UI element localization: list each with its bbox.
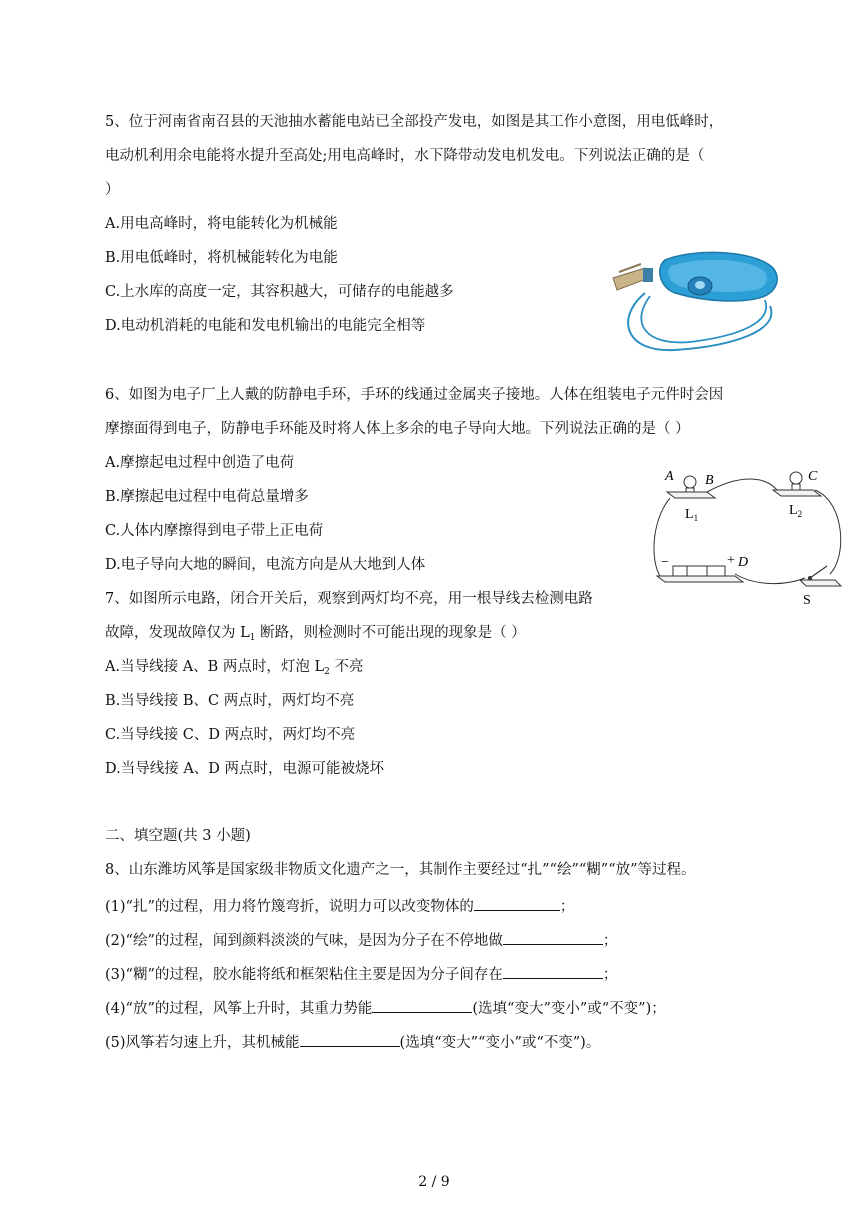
label-minus: − — [661, 555, 669, 570]
label-l2: $L_2$ — [789, 503, 803, 519]
label-c: C — [808, 469, 818, 484]
q7-option-a: A.当导线接 A、B 两点时，灯泡 $L_2$ 不亮 — [105, 659, 364, 677]
q7-option-d: D.当导线接 A、D 两点时，电源可能被烧坏 — [105, 761, 385, 777]
answer-blank-2[interactable] — [503, 930, 603, 945]
q5-stem-line3: ） — [105, 182, 120, 198]
q6-option-c: C.人体内摩擦得到电子带上正电荷 — [105, 523, 324, 539]
q5-stem-line1: 5、位于河南省南召县的天池抽水蓄能电站已全部投产发电，如图是其工作小意图，用电低峰时， — [105, 114, 724, 130]
section-heading: 二、填空题(共 3 小题) — [105, 828, 251, 844]
label-l1: $L_1$ — [685, 507, 699, 523]
q6-stem-line1: 6、如图为电子厂上人戴的防静电手环，手环的线通过金属夹子接地。人体在组装电子元件时会因 — [105, 387, 724, 403]
answer-blank-4[interactable] — [372, 998, 472, 1013]
q8-part-4: (4)“放”的过程，风筝上升时，其重力势能 (选填“变大”变小”或“不变”)； — [105, 998, 666, 1019]
label-b: B — [705, 473, 714, 488]
q5-option-b: B.用电低峰时，将机械能转化为电能 — [105, 250, 338, 266]
q7-stem-line2: 故障，发现故障仅为 $L_1$ 断路，则检测时不可能出现的现象是（ ） — [105, 625, 526, 643]
q8-part-1: (1)“扎”的过程，用力将竹篾弯折，说明力可以改变物体的 ； — [105, 896, 574, 917]
q5-stem-line2: 电动机利用余电能将水提升至高处;用电高峰时，水下降带动发电机发电。下列说法正确的是（ — [105, 148, 705, 164]
answer-blank-3[interactable] — [503, 964, 603, 979]
q7-stem-line1: 7、如图所示电路，闭合开关后，观察到两灯均不亮，用一根导线去检测电路 — [105, 591, 593, 607]
antistatic-wristband-image — [605, 238, 790, 360]
circuit-diagram — [645, 462, 850, 612]
q7-option-c: C.当导线接 C、D 两点时，两灯均不亮 — [105, 727, 356, 743]
label-plus: + — [727, 553, 735, 568]
q8-part-5: (5)风筝若匀速上升，其机械能 (选填“变大”“变小”或“不变”)。 — [105, 1032, 600, 1053]
q8-stem: 8、山东潍坊风筝是国家级非物质文化遗产之一，其制作主要经过“扎”“绘”“糊”“放”等过程。 — [105, 862, 696, 878]
answer-blank-5[interactable] — [300, 1032, 400, 1047]
q5-option-d: D.电动机消耗的电能和发电机输出的电能完全相等 — [105, 318, 426, 334]
q6-option-a: A.摩擦起电过程中创造了电荷 — [105, 455, 295, 471]
q6-option-d: D.电子导向大地的瞬间，电流方向是从大地到人体 — [105, 557, 426, 573]
q8-part-2: (2)“绘”的过程，闻到颜料淡淡的气味，是因为分子在不停地做 ； — [105, 930, 617, 951]
q7-option-b: B.当导线接 B、C 两点时，两灯均不亮 — [105, 693, 355, 709]
label-s: S — [803, 593, 811, 608]
page-number: 2 / 9 — [418, 1174, 450, 1190]
q6-stem-line2: 摩擦面得到电子，防静电手环能及时将人体上多余的电子导向大地。下列说法正确的是（ ） — [105, 421, 690, 437]
label-d: D — [738, 555, 749, 570]
q5-option-c: C.上水库的高度一定，其容积越大，可储存的电能越多 — [105, 284, 454, 300]
q8-part-3: (3)“糊”的过程，胶水能将纸和框架粘住主要是因为分子间存在 ； — [105, 964, 617, 985]
q5-option-a: A.用电高峰时，将电能转化为机械能 — [105, 216, 338, 232]
answer-blank-1[interactable] — [474, 896, 560, 911]
label-a: A — [665, 469, 674, 484]
q6-option-b: B.摩擦起电过程中电荷总量增多 — [105, 489, 309, 505]
